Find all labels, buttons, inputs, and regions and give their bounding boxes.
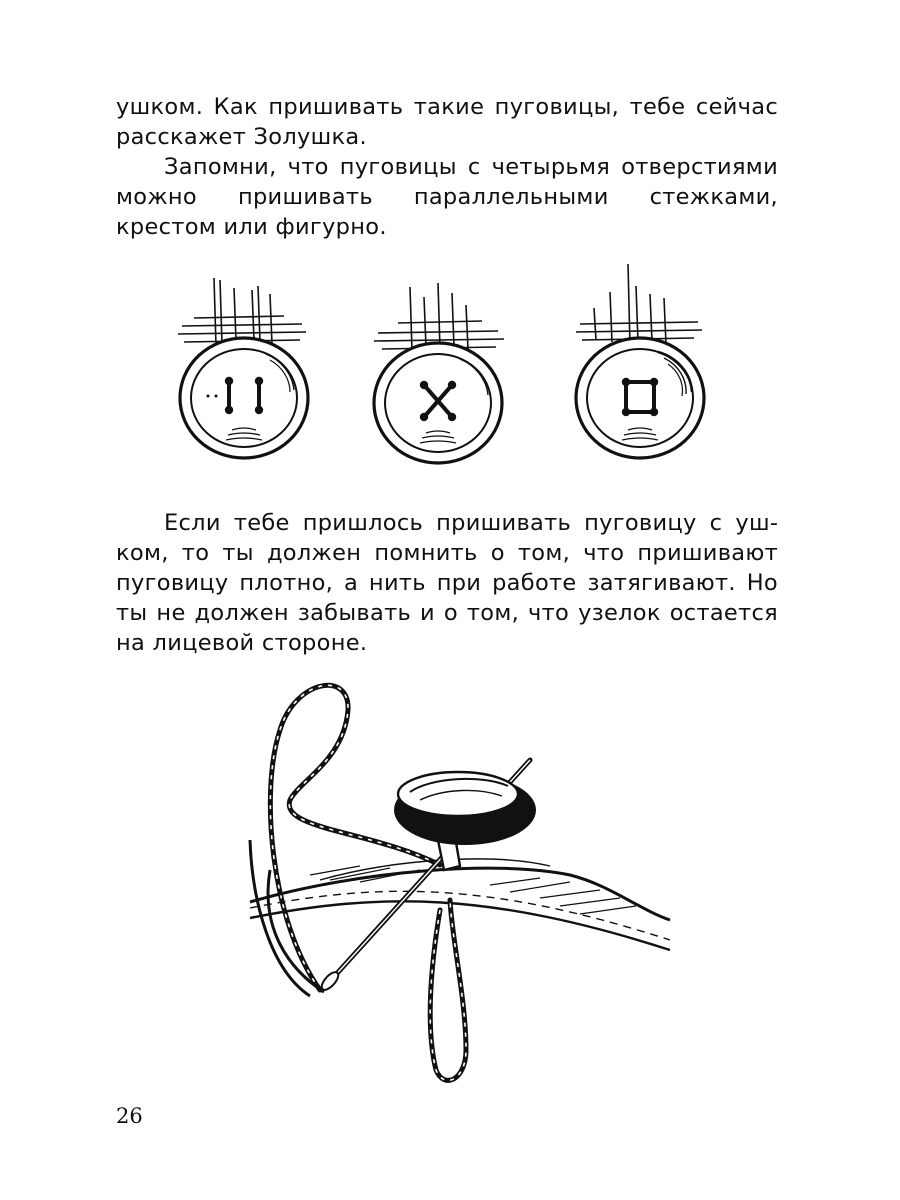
page-number: 26 (116, 1104, 143, 1128)
button-parallel-stitches-icon (178, 278, 308, 458)
paragraph-continuation: ушком. Как пришивать такие пуговицы, тебе сейчас расскажет Золушка. (116, 94, 778, 150)
text-block-bottom (116, 508, 778, 658)
paragraph-four-holes: Запомни, что пуговицы с четырьмя отверстиями можно пришивать параллельными стежками, крестом или фигурно. (116, 154, 778, 240)
needle-sewing-shank-button-icon (240, 670, 680, 1090)
text-block-top (116, 92, 778, 242)
button-cross-stitch-icon (374, 283, 504, 463)
buttons-illustration (150, 258, 730, 488)
buttons-illustration-svg (150, 258, 730, 488)
sewing-illustration (240, 670, 680, 1090)
button-square-stitch-icon (576, 264, 704, 458)
paragraph-shank-button: Если тебе пришлось пришивать пуговицу с ушком, то ты должен помнить о том, что пришивают пуговицу плотно, а нить при работе затягивают. Но ты не должен забывать и о том, что узелок остается на лицевой стороне. (116, 510, 778, 656)
